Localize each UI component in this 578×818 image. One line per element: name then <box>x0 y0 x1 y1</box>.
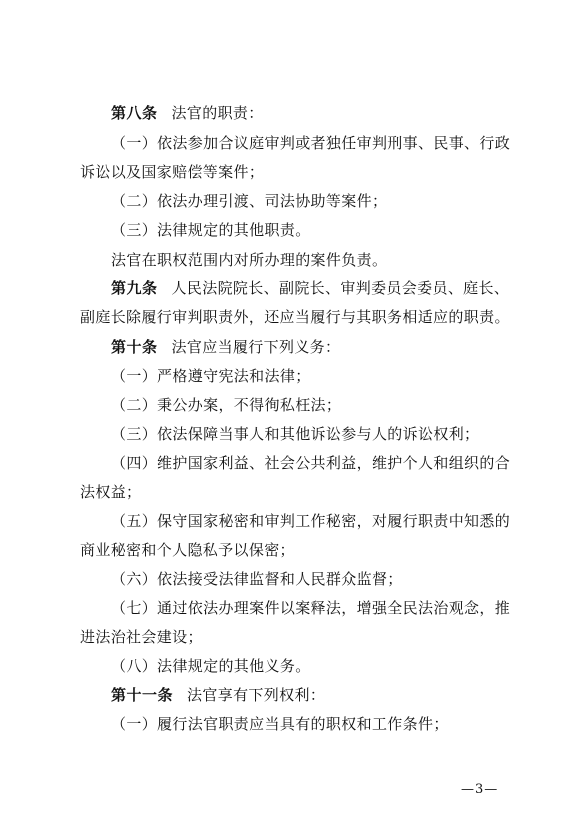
article-8-label: 第八条 <box>111 104 158 122</box>
article-10-heading-text: 法官应当履行下列义务： <box>171 338 341 356</box>
article-10-item-4-line-1: （四）维护国家利益、社会公共利益，维护个人和组织的合 <box>111 454 511 472</box>
article-8-heading-text: 法官的职责： <box>171 104 264 122</box>
article-11-item-1: （一）履行法官职责应当具有的职权和工作条件； <box>111 715 449 733</box>
article-11-label: 第十一条 <box>111 686 174 704</box>
article-10-item-8: （八）法律规定的其他义务。 <box>111 657 311 675</box>
article-8-item-1-line-1: （一）依法参加合议庭审判或者独任审判刑事、民事、行政 <box>111 134 511 152</box>
article-10-item-3: （三）依法保障当事人和其他诉讼参与人的诉讼权利； <box>111 425 480 443</box>
article-9-line-1-text: 人民法院院长、副院长、审判委员会委员、庭长、 <box>171 279 510 297</box>
article-9-line-1 <box>111 278 509 298</box>
article-8-item-3: （三）法律规定的其他职责。 <box>111 221 311 239</box>
article-10-item-5-line-1: （五）保守国家秘密和审判工作秘密，对履行职责中知悉的 <box>111 512 511 530</box>
article-10-label: 第十条 <box>111 338 158 356</box>
article-10-item-2: （二）秉公办案，不得徇私枉法； <box>111 396 342 414</box>
article-9-line-2: 副庭长除履行审判职责外，还应当履行与其职务相适应的职责。 <box>80 308 510 326</box>
page-number: —3— <box>461 782 499 797</box>
article-10-item-1: （一）严格遵守宪法和法律； <box>111 367 311 385</box>
article-10-item-6: （六）依法接受法律监督和人民群众监督； <box>111 570 403 588</box>
article-9-label: 第九条 <box>111 279 158 297</box>
article-10-heading <box>111 337 340 357</box>
article-8-heading <box>111 103 264 123</box>
article-10-item-5-line-2: 商业秘密和个人隐私予以保密； <box>80 541 295 559</box>
article-10-item-7-line-1: （七）通过依法办理案件以案释法，增强全民法治观念，推 <box>111 599 511 617</box>
article-8-item-1-line-2: 诉讼以及国家赔偿等案件； <box>80 163 265 181</box>
article-10-item-4-line-2: 法权益； <box>80 483 142 501</box>
article-8-closing: 法官在职权范围内对所办理的案件负责。 <box>111 251 388 269</box>
article-10-item-7-line-2: 进法治社会建设； <box>80 628 203 646</box>
article-8-item-2: （二）依法办理引渡、司法协助等案件； <box>111 192 388 210</box>
article-11-heading-text: 法官享有下列权利： <box>187 686 326 704</box>
article-11-heading <box>111 685 325 705</box>
